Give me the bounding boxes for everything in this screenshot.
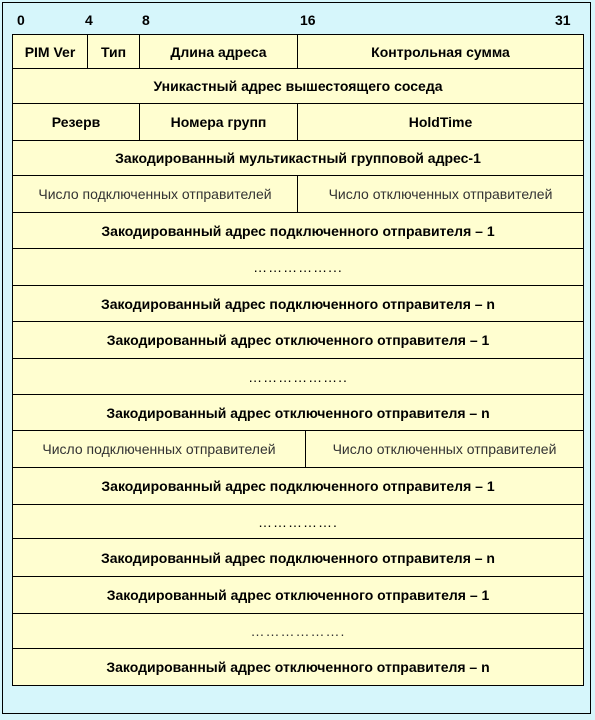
bit-label-16: 16	[300, 12, 316, 28]
bit-scale	[0, 12, 595, 28]
pruned-source-n-row	[13, 395, 583, 431]
ellipsis-row	[13, 505, 583, 539]
bit-label-0: 0	[17, 12, 25, 28]
joined-source-n-field: Закодированный адрес подключенного отправителя – n	[101, 549, 495, 566]
group-count-field: Номера групп	[139, 104, 297, 140]
ellipsis: ……………….	[250, 623, 346, 639]
pruned-source-1-field: Закодированный адрес отключенного отправителя – 1	[106, 332, 490, 348]
pruned-source-1-field: Закодированный адрес отключенного отправителя – 1	[106, 587, 490, 603]
group-address-row	[13, 141, 583, 176]
reserved-field: Резерв	[51, 114, 101, 130]
type-field: Тип	[87, 35, 139, 68]
header-row	[13, 35, 583, 69]
joined-source-1-row	[13, 213, 583, 249]
ellipsis-row	[13, 614, 583, 649]
pruned-source-n-field: Закодированный адрес отключенного отправителя – n	[106, 404, 490, 421]
pruned-sources-count-field: Число отключенных отправителей	[297, 176, 583, 212]
joined-source-1-field: Закодированный адрес подключенного отправителя – 1	[101, 222, 495, 239]
joined-source-1-field: Закодированный адрес подключенного отправителя – 1	[101, 478, 495, 494]
pruned-source-1-row	[13, 577, 583, 614]
pruned-sources-count-field: Число отключенных отправителей	[305, 431, 583, 467]
reserved-row	[13, 104, 583, 141]
upstream-neighbor-field: Уникастный адрес вышестоящего соседа	[153, 78, 443, 94]
source-count-row	[13, 176, 583, 213]
bit-label-8: 8	[142, 12, 150, 28]
ellipsis-row	[13, 249, 583, 286]
group-address-field: Закодированный мультикастный групповой адрес-1	[115, 150, 481, 166]
address-length-field: Длина адреса	[139, 35, 297, 68]
joined-source-1-row	[13, 468, 583, 505]
upstream-neighbor-row	[13, 69, 583, 104]
pruned-source-1-row	[13, 322, 583, 359]
pim-join-prune-packet-format	[12, 34, 584, 686]
holdtime-field: HoldTime	[297, 104, 583, 140]
pruned-source-n-field: Закодированный адрес отключенного отправителя – n	[106, 659, 490, 675]
joined-source-n-row	[13, 286, 583, 322]
bit-label-4: 4	[85, 12, 93, 28]
joined-sources-count-field: Число подключенных отправителей	[38, 186, 272, 202]
pruned-source-n-row	[13, 649, 583, 685]
ellipsis-row	[13, 359, 583, 395]
ellipsis: …………….	[258, 513, 338, 530]
joined-source-n-row	[13, 539, 583, 577]
joined-sources-count-field: Число подключенных отправителей	[42, 441, 276, 457]
ellipsis: ………………..	[248, 368, 348, 385]
source-count-row	[13, 431, 583, 468]
bit-label-31: 31	[555, 12, 571, 28]
pim-version-field: PIM Ver	[24, 43, 76, 60]
joined-source-n-field: Закодированный адрес подключенного отправителя – n	[101, 295, 495, 312]
ellipsis: ……………...	[253, 259, 343, 275]
checksum-field: Контрольная сумма	[297, 35, 583, 68]
